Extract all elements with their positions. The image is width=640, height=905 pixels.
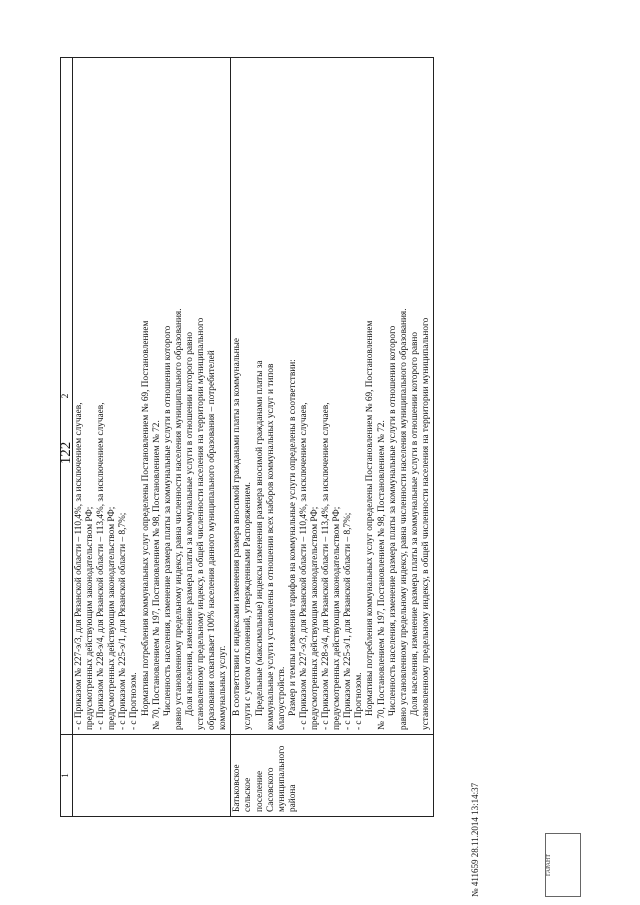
text-line: предусмотренных действующим законодательством РФ; xyxy=(309,506,320,730)
table-row xyxy=(231,58,434,817)
text-line: благоустройств. xyxy=(276,666,287,730)
text-line: - с Приказом № 228-э/4, для Рязанской области – 113,4%, за исключением случаев, xyxy=(321,402,332,730)
text-line: - с Приказом № 227-э/3, для Рязанской области – 110,4%, за исключением случаев, xyxy=(74,402,84,730)
municipality-cell-empty xyxy=(73,735,231,817)
logo-text: ГАРАНТ xyxy=(546,853,552,877)
text-cell-bottom xyxy=(231,58,434,735)
text-line: Предельные (максимальные) индексы изменения размера вносимой гражданами платы за xyxy=(254,360,265,716)
text-line: услуги с учетом отклонений, утвержденными Распоряжением. xyxy=(243,482,254,730)
text-line: Нормативы потребления коммунальных услуг определены Постановлением № 69, Постановлением xyxy=(140,320,151,716)
text-line: установленному предельному индексу, в общей численности населения на территории муниципального xyxy=(420,317,431,730)
page-number: 122 xyxy=(58,441,74,465)
text-line: - с Приказом № 225-э/1, для Рязанской области – 8,7%; xyxy=(343,512,354,730)
text-line: предусмотренных действующим законодательством РФ; xyxy=(85,506,96,730)
text-line: предусмотренных действующим законодательством РФ; xyxy=(332,506,343,730)
text-line: - с Приказом № 227-э/3, для Рязанской области – 110,4%, за исключением случаев, xyxy=(298,402,309,730)
header-col-2: 2 xyxy=(61,58,73,735)
text-line: - с Приказом № 225-э/1, для Рязанской области – 8,7%; xyxy=(118,512,129,730)
text-line: № 70, Постановлением № 197, Постановлением № 98, Постановлением № 72. xyxy=(151,420,162,730)
text-line: коммунальных услуг. xyxy=(218,645,229,730)
text-line: коммунальные услуги установлены в отношении всех наборов коммунальных услуг и типов xyxy=(265,363,276,730)
text-line: Нормативы потребления коммунальных услуг определены Постановлением № 69, Постановлением xyxy=(365,320,376,716)
table-row xyxy=(73,58,231,817)
document-table xyxy=(60,57,434,817)
text-cell-top xyxy=(73,58,231,735)
text-line: Численность населения, изменение размера платы за коммунальные услуги в отношении которого xyxy=(387,325,398,716)
text-line: - с Приказом № 228-э/4, для Рязанской области – 113,4%, за исключением случаев, xyxy=(96,402,107,730)
text-line: Доля населения, изменение размера платы за коммунальные услуги в отношении которого равно xyxy=(409,331,420,716)
municipality-cell: Батьковское сельское поселение Сасовского муниципального района xyxy=(231,735,434,817)
text-line: - с Прогнозом. xyxy=(129,672,140,730)
text-line: установленному предельному индексу, в общей численности населения на территории муниципального xyxy=(196,317,207,730)
table-header-row xyxy=(61,58,73,817)
text-line: № 70, Постановлением № 197, Постановлением № 98, Постановлением № 72. xyxy=(376,420,387,730)
garant-logo xyxy=(545,833,581,897)
text-line: Размер и темпы изменения тарифов на коммунальные услуги определены в соответствии: xyxy=(287,359,298,716)
text-line: равно установленному предельному индексу, равна численности населения муниципального образования. xyxy=(173,308,184,730)
text-line: Доля населения, изменение размера платы за коммунальные услуги в отношении которого равно xyxy=(184,331,195,716)
header-col-1: 1 xyxy=(61,735,73,817)
text-line: равно установленному предельному индексу, равна численности населения муниципального образования. xyxy=(398,308,409,730)
text-line: образования охватывает 100% населения данного муниципального образования – потребителей xyxy=(207,350,218,730)
text-line: - с Прогнозом. xyxy=(354,672,365,730)
text-line: Численность населения, изменение размера платы за коммунальные услуги в отношении которого xyxy=(162,325,173,716)
document-stamp: № 411659 28.11.2014 13:14:37 xyxy=(470,782,480,897)
text-line: предусмотренных действующим законодательством РФ; xyxy=(107,506,118,730)
text-line: В соответствии с индексами изменения размера вносимой гражданами платы за коммунальные xyxy=(232,337,243,716)
